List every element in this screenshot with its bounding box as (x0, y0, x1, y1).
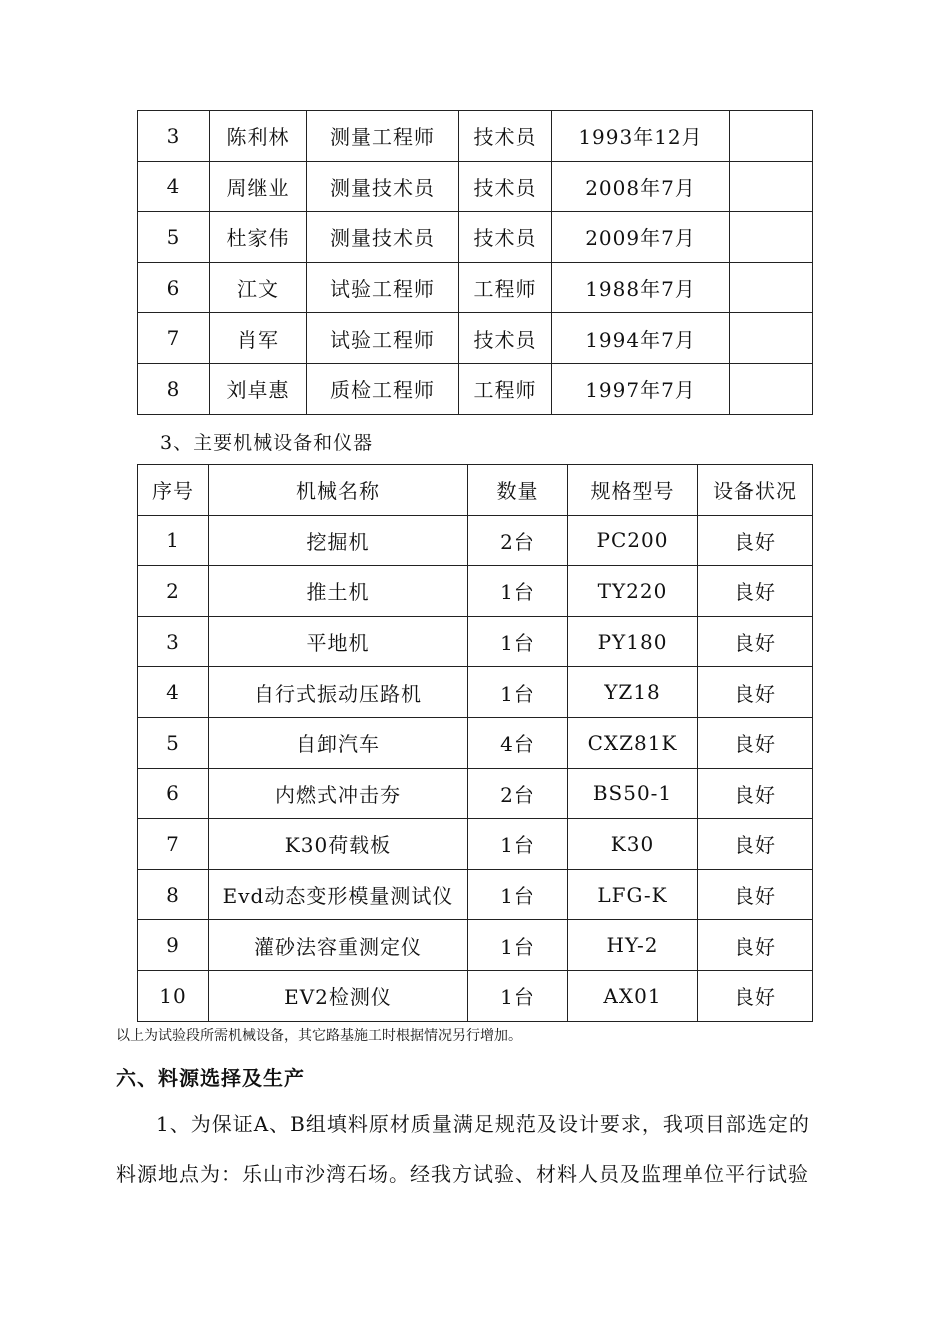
table-row (138, 717, 813, 768)
table-cell: 1台 (468, 869, 568, 920)
equipment-caption: 3、主要机械设备和仪器 (160, 432, 374, 454)
equipment-table-header (138, 465, 813, 516)
header-cell-model: 规格型号 (568, 465, 698, 516)
table-cell: 3 (138, 111, 210, 162)
table-row (138, 819, 813, 870)
table-cell: 推土机 (209, 566, 468, 617)
table-row (138, 262, 813, 313)
table-cell (730, 212, 813, 263)
table-cell (730, 111, 813, 162)
table-cell: 4 (138, 667, 209, 718)
table-cell: 良好 (698, 566, 813, 617)
table-cell (730, 262, 813, 313)
table-cell: 2008年7月 (552, 161, 730, 212)
table-cell: 周继业 (210, 161, 307, 212)
table-cell: 江文 (210, 262, 307, 313)
table-cell: 自行式振动压路机 (209, 667, 468, 718)
table-cell: 平地机 (209, 616, 468, 667)
equipment-table-body (138, 515, 813, 1021)
table-cell: 1994年7月 (552, 313, 730, 364)
header-cell-name: 机械名称 (209, 465, 468, 516)
table-row (138, 313, 813, 364)
table-row (138, 768, 813, 819)
table-row (138, 363, 813, 414)
table-cell: 技术员 (459, 212, 552, 263)
table-cell: 2 (138, 566, 209, 617)
table-cell: 测量技术员 (307, 161, 459, 212)
table-cell: 10 (138, 970, 209, 1021)
table-cell: 8 (138, 363, 210, 414)
table-cell: 1台 (468, 819, 568, 870)
table-cell: 7 (138, 313, 210, 364)
table-row (138, 161, 813, 212)
table-cell: 1台 (468, 970, 568, 1021)
table-cell: 质检工程师 (307, 363, 459, 414)
table-cell: 灌砂法容重测定仪 (209, 920, 468, 971)
header-cell-quantity: 数量 (468, 465, 568, 516)
table-cell: 自卸汽车 (209, 717, 468, 768)
table-cell: HY-2 (568, 920, 698, 971)
section-heading: 六、料源选择及生产 (116, 1066, 305, 1090)
equipment-table (137, 464, 813, 1022)
table-cell: K30 (568, 819, 698, 870)
table-row (138, 869, 813, 920)
table-row (138, 212, 813, 263)
table-cell: 测量工程师 (307, 111, 459, 162)
table-row (138, 970, 813, 1021)
table-row (138, 111, 813, 162)
table-cell: 良好 (698, 869, 813, 920)
staff-table-body (138, 111, 813, 415)
table-cell: 工程师 (459, 363, 552, 414)
table-cell: YZ18 (568, 667, 698, 718)
header-row (138, 465, 813, 516)
table-cell: BS50-1 (568, 768, 698, 819)
table-cell: 8 (138, 869, 209, 920)
table-cell: 1 (138, 515, 209, 566)
table-cell: LFG-K (568, 869, 698, 920)
table-cell: 试验工程师 (307, 262, 459, 313)
table-cell: 3 (138, 616, 209, 667)
table-cell: 刘卓惠 (210, 363, 307, 414)
table-cell: 5 (138, 717, 209, 768)
table-cell: PY180 (568, 616, 698, 667)
header-cell-condition: 设备状况 (698, 465, 813, 516)
table-cell: 良好 (698, 515, 813, 566)
table-cell: TY220 (568, 566, 698, 617)
table-cell: 杜家伟 (210, 212, 307, 263)
table-cell: 技术员 (459, 161, 552, 212)
table-cell: 工程师 (459, 262, 552, 313)
paragraph-line: 料源地点为：乐山市沙湾石场。经我方试验、材料人员及监理单位平行试验 (116, 1162, 809, 1186)
table-cell: 良好 (698, 970, 813, 1021)
table-cell: 挖掘机 (209, 515, 468, 566)
table-cell: 肖军 (210, 313, 307, 364)
table-cell: 陈利林 (210, 111, 307, 162)
table-cell: 5 (138, 212, 210, 263)
table-cell: 良好 (698, 768, 813, 819)
table-cell: 1台 (468, 616, 568, 667)
table-row (138, 566, 813, 617)
table-cell: 良好 (698, 819, 813, 870)
table-cell: EV2检测仪 (209, 970, 468, 1021)
table-cell: 2台 (468, 768, 568, 819)
table-row (138, 667, 813, 718)
table-cell: 4台 (468, 717, 568, 768)
paragraph-line: 1、为保证A、B组填料原材质量满足规范及设计要求，我项目部选定的 (156, 1112, 810, 1136)
table-cell: 良好 (698, 717, 813, 768)
table-cell: 9 (138, 920, 209, 971)
table-cell: Evd动态变形模量测试仪 (209, 869, 468, 920)
table-cell: 2009年7月 (552, 212, 730, 263)
table-cell: K30荷载板 (209, 819, 468, 870)
staff-table (137, 110, 813, 415)
equipment-note: 以上为试验段所需机械设备，其它路基施工时根据情况另行增加。 (116, 1028, 522, 1044)
table-cell: PC200 (568, 515, 698, 566)
table-cell: 6 (138, 262, 210, 313)
table-cell: AX01 (568, 970, 698, 1021)
header-cell-index: 序号 (138, 465, 209, 516)
table-cell: 7 (138, 819, 209, 870)
table-cell: 良好 (698, 667, 813, 718)
table-cell: 良好 (698, 920, 813, 971)
table-cell: 良好 (698, 616, 813, 667)
table-row (138, 616, 813, 667)
table-cell: 6 (138, 768, 209, 819)
table-cell: 测量技术员 (307, 212, 459, 263)
table-row (138, 920, 813, 971)
table-cell (730, 161, 813, 212)
table-cell: 试验工程师 (307, 313, 459, 364)
table-cell (730, 313, 813, 364)
table-cell: 1台 (468, 667, 568, 718)
table-cell: 2台 (468, 515, 568, 566)
table-cell: CXZ81K (568, 717, 698, 768)
table-cell: 4 (138, 161, 210, 212)
table-row (138, 515, 813, 566)
table-cell: 1台 (468, 920, 568, 971)
table-cell: 1993年12月 (552, 111, 730, 162)
table-cell (730, 363, 813, 414)
table-cell: 技术员 (459, 313, 552, 364)
table-cell: 1997年7月 (552, 363, 730, 414)
table-cell: 1台 (468, 566, 568, 617)
table-cell: 内燃式冲击夯 (209, 768, 468, 819)
table-cell: 1988年7月 (552, 262, 730, 313)
table-cell: 技术员 (459, 111, 552, 162)
